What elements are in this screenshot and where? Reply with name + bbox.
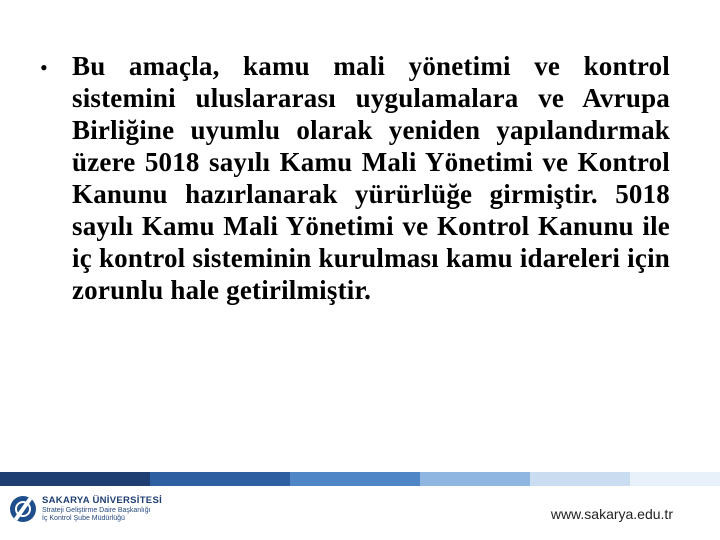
slide-content [40,50,670,306]
logo-university-name: SAKARYA ÜNİVERSİTESİ [42,495,163,507]
slide-paragraph: Bu amaçla, kamu mali yönetimi ve kontrol sistemini uluslararası uygulamalara ve Avrupa Birliğine uyumlu olarak yeniden yapılandırmak üzere 5018 sayılı Kamu Mali Yönetimi ve Kontrol Kanunu hazırlanarak yürürlüğe girmiştir. 5018 sayılı Kamu Mali Yönetimi ve Kontrol Kanunu ile iç kontrol sisteminin kurulması kamu idareleri için zorunlu hale getirilmiştir. [72,51,670,305]
website-url: www.sakarya.edu.tr [550,506,673,522]
band-segment [290,472,420,486]
logo-text [42,496,162,522]
band-segment [0,472,150,486]
logo-office: İç Kontrol Şube Müdürlüğü [42,514,125,522]
logo-department: Strateji Geliştirme Daire Başkanlığı [42,506,151,514]
slide-footer [0,486,720,540]
band-segment [150,472,290,486]
footer-color-band [0,472,720,486]
bullet-icon: • [40,55,48,80]
band-segment [420,472,530,486]
university-logo [10,496,162,522]
band-segment [530,472,630,486]
band-segment [630,472,720,486]
university-emblem-icon [10,496,36,522]
